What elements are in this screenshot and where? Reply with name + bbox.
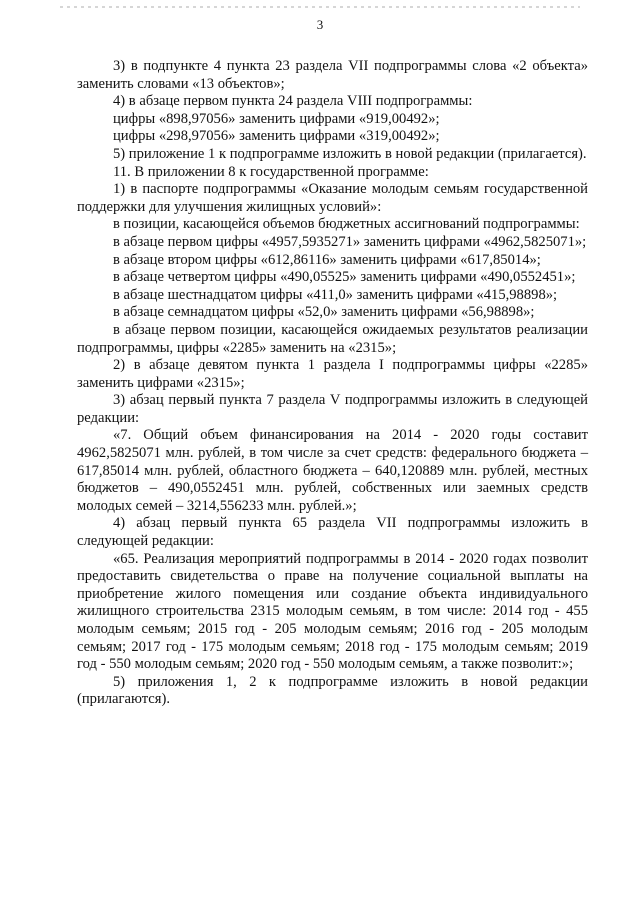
paragraph: 5) приложение 1 к подпрограмме изложить в новой редакции (прилагается). — [113, 145, 587, 162]
paragraph: в абзаце семнадцатом цифры «52,0» заменить цифрами «56,98898»; — [113, 304, 535, 321]
paragraph: 3) в подпункте 4 пункта 23 раздела VII подпрограммы слова «2 объекта» заменить словами «13 объектов»; — [77, 58, 588, 92]
paragraph: в абзаце шестнадцатом цифры «411,0» заменить цифрами «415,98898»; — [113, 286, 558, 303]
paragraph: 4) абзац первый пункта 65 раздела VII подпрограммы изложить в следующей редакции: — [77, 515, 588, 550]
paragraph: цифры «298,97056» заменить цифрами «319,00492»; — [113, 128, 440, 145]
paragraph: 4) в абзаце первом пункта 24 раздела VIII подпрограммы: — [113, 93, 473, 110]
paragraph: в абзаце первом позиции, касающейся ожидаемых результатов реализации подпрограммы, цифры «2285» заменить на «2315»; — [77, 321, 588, 356]
page-number: 3 — [316, 17, 324, 32]
document-body — [77, 58, 588, 709]
paragraph: 3) абзац первый пункта 7 раздела V подпрограммы изложить в следующей редакции: — [77, 392, 588, 426]
paragraph: 2) в абзаце девятом пункта 1 раздела I подпрограммы цифры «2285» заменить цифрами «2315»; — [77, 357, 588, 391]
paragraph: в позиции, касающейся объемов бюджетных ассигнований подпрограммы: — [113, 216, 580, 233]
paragraph: 11. В приложении 8 к государственной программе: — [113, 163, 429, 180]
scan-artifact — [60, 6, 580, 8]
paragraph: цифры «898,97056» заменить цифрами «919,00492»; — [113, 110, 440, 127]
paragraph: 5) приложения 1, 2 к подпрограмме изложить в новой редакции (прилагаются). — [77, 673, 588, 708]
paragraph: в абзаце втором цифры «612,86116» заменить цифрами «617,85014»; — [113, 251, 541, 268]
paragraph: 1) в паспорте подпрограммы «Оказание молодым семьям государственной поддержки для улучшения жилищных условий»: — [77, 181, 588, 215]
paragraph: в абзаце четвертом цифры «490,05525» заменить цифрами «490,0552451»; — [113, 269, 576, 286]
paragraph: в абзаце первом цифры «4957,5935271» заменить цифрами «4962,5825071»; — [113, 233, 587, 250]
paragraph: «65. Реализация мероприятий подпрограммы в 2014 - 2020 годах позволит предоставить свидетельства о праве на получение социальной выплаты на приобретение жилого помещения или создание объекта индивидуального жилищного строительства 2315 молодым семьям, в том числе: 2014 год - 455 молодым семьям; 2015 год - 205 молодым семьям; 2016 год - 205 молодым семьям; 2017 год - 175 молодым семьям; 2018 год - 175 молодым семьям; 2019 год - 550 молодым семьям; 2020 год - 550 молодым семьям, а также позволит:»; — [77, 550, 588, 673]
paragraph: «7. Общий объем финансирования на 2014 - 2020 годы составит 4962,5825071 млн. рублей, в том числе за счет средств: федерального бюджета – 617,85014 млн. рублей, областного бюджета – 640,120889 млн. рублей, местных бюджетов – 490,0552451 млн. рублей, собственных или заемных средств молодых семей – 3214,556233 млн. рублей.»; — [77, 427, 588, 514]
